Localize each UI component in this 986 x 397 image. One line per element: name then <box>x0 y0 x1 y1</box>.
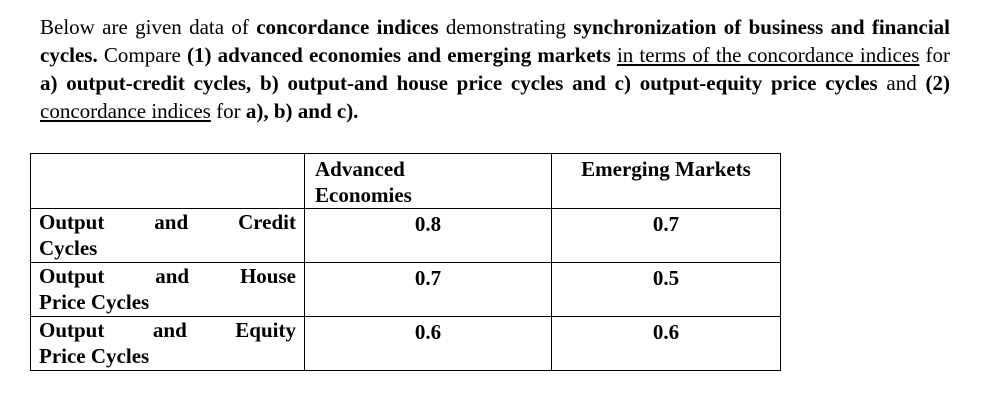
emerging-value: 0.7 <box>652 212 680 236</box>
advanced-value: 0.6 <box>414 320 442 344</box>
row-label-cell <box>31 317 305 371</box>
row-label-cell <box>31 263 305 317</box>
row-label-line2: Cycles <box>39 236 98 260</box>
header-advanced-economies <box>305 154 552 209</box>
emerging-value-cell <box>552 209 781 263</box>
row-label-word: Credit <box>238 210 296 234</box>
question-text: Compare <box>97 43 187 67</box>
emerging-value-cell <box>552 263 781 317</box>
row-label-cell <box>31 209 305 263</box>
question-text-bold: (1) advanced economies and emerging markets <box>187 43 611 67</box>
concordance-table <box>30 153 781 371</box>
advanced-value-cell <box>305 317 552 371</box>
question-text: for <box>919 43 950 67</box>
emerging-value-cell <box>552 317 781 371</box>
question-text: demonstrating <box>438 15 574 39</box>
question-text-bold: synchronization of business and financial cycles. <box>40 15 950 67</box>
question-text: for <box>210 99 246 123</box>
advanced-value: 0.8 <box>414 212 442 236</box>
header-empty-cell <box>31 154 305 209</box>
question-text-underlined: in terms of the concordance indices <box>616 43 920 67</box>
question-text-bold: a) output-credit cycles, b) output-and house price cycles and c) output-equity price cycles <box>40 71 878 95</box>
row-label-word: and <box>152 318 187 342</box>
emerging-value: 0.6 <box>652 320 680 344</box>
row-label-word: Output <box>39 264 105 288</box>
row-label-word: and <box>155 264 190 288</box>
question-text-bold: a), b) and c). <box>245 99 359 123</box>
row-label-word: Output <box>39 318 105 342</box>
header-emerging-label: Emerging Markets <box>581 157 751 181</box>
question-text-bold: (2) <box>925 71 950 95</box>
row-label-word: Output <box>39 210 105 234</box>
advanced-value-cell <box>305 209 552 263</box>
header-emerging-markets <box>552 154 781 209</box>
question-text-bold: concordance indices <box>256 15 439 39</box>
row-label-word: House <box>239 264 296 288</box>
header-advanced-line1: Advanced <box>315 157 405 181</box>
advanced-value-cell <box>305 263 552 317</box>
table-header-row <box>31 154 781 209</box>
row-label-line2: Price Cycles <box>39 290 150 314</box>
question-text: and <box>877 71 926 95</box>
emerging-value: 0.5 <box>652 266 680 290</box>
question-text: Below are given data of <box>40 15 257 39</box>
question-text-underlined: concordance indices <box>40 99 211 123</box>
table-row <box>31 209 781 263</box>
row-label-line2: Price Cycles <box>39 344 150 368</box>
table-row <box>31 263 781 317</box>
advanced-value: 0.7 <box>414 266 442 290</box>
row-label-word: and <box>154 210 189 234</box>
row-label-word: Equity <box>235 318 296 342</box>
table-row <box>31 317 781 371</box>
header-advanced-line2: Economies <box>315 183 412 207</box>
question-paragraph <box>40 13 950 125</box>
